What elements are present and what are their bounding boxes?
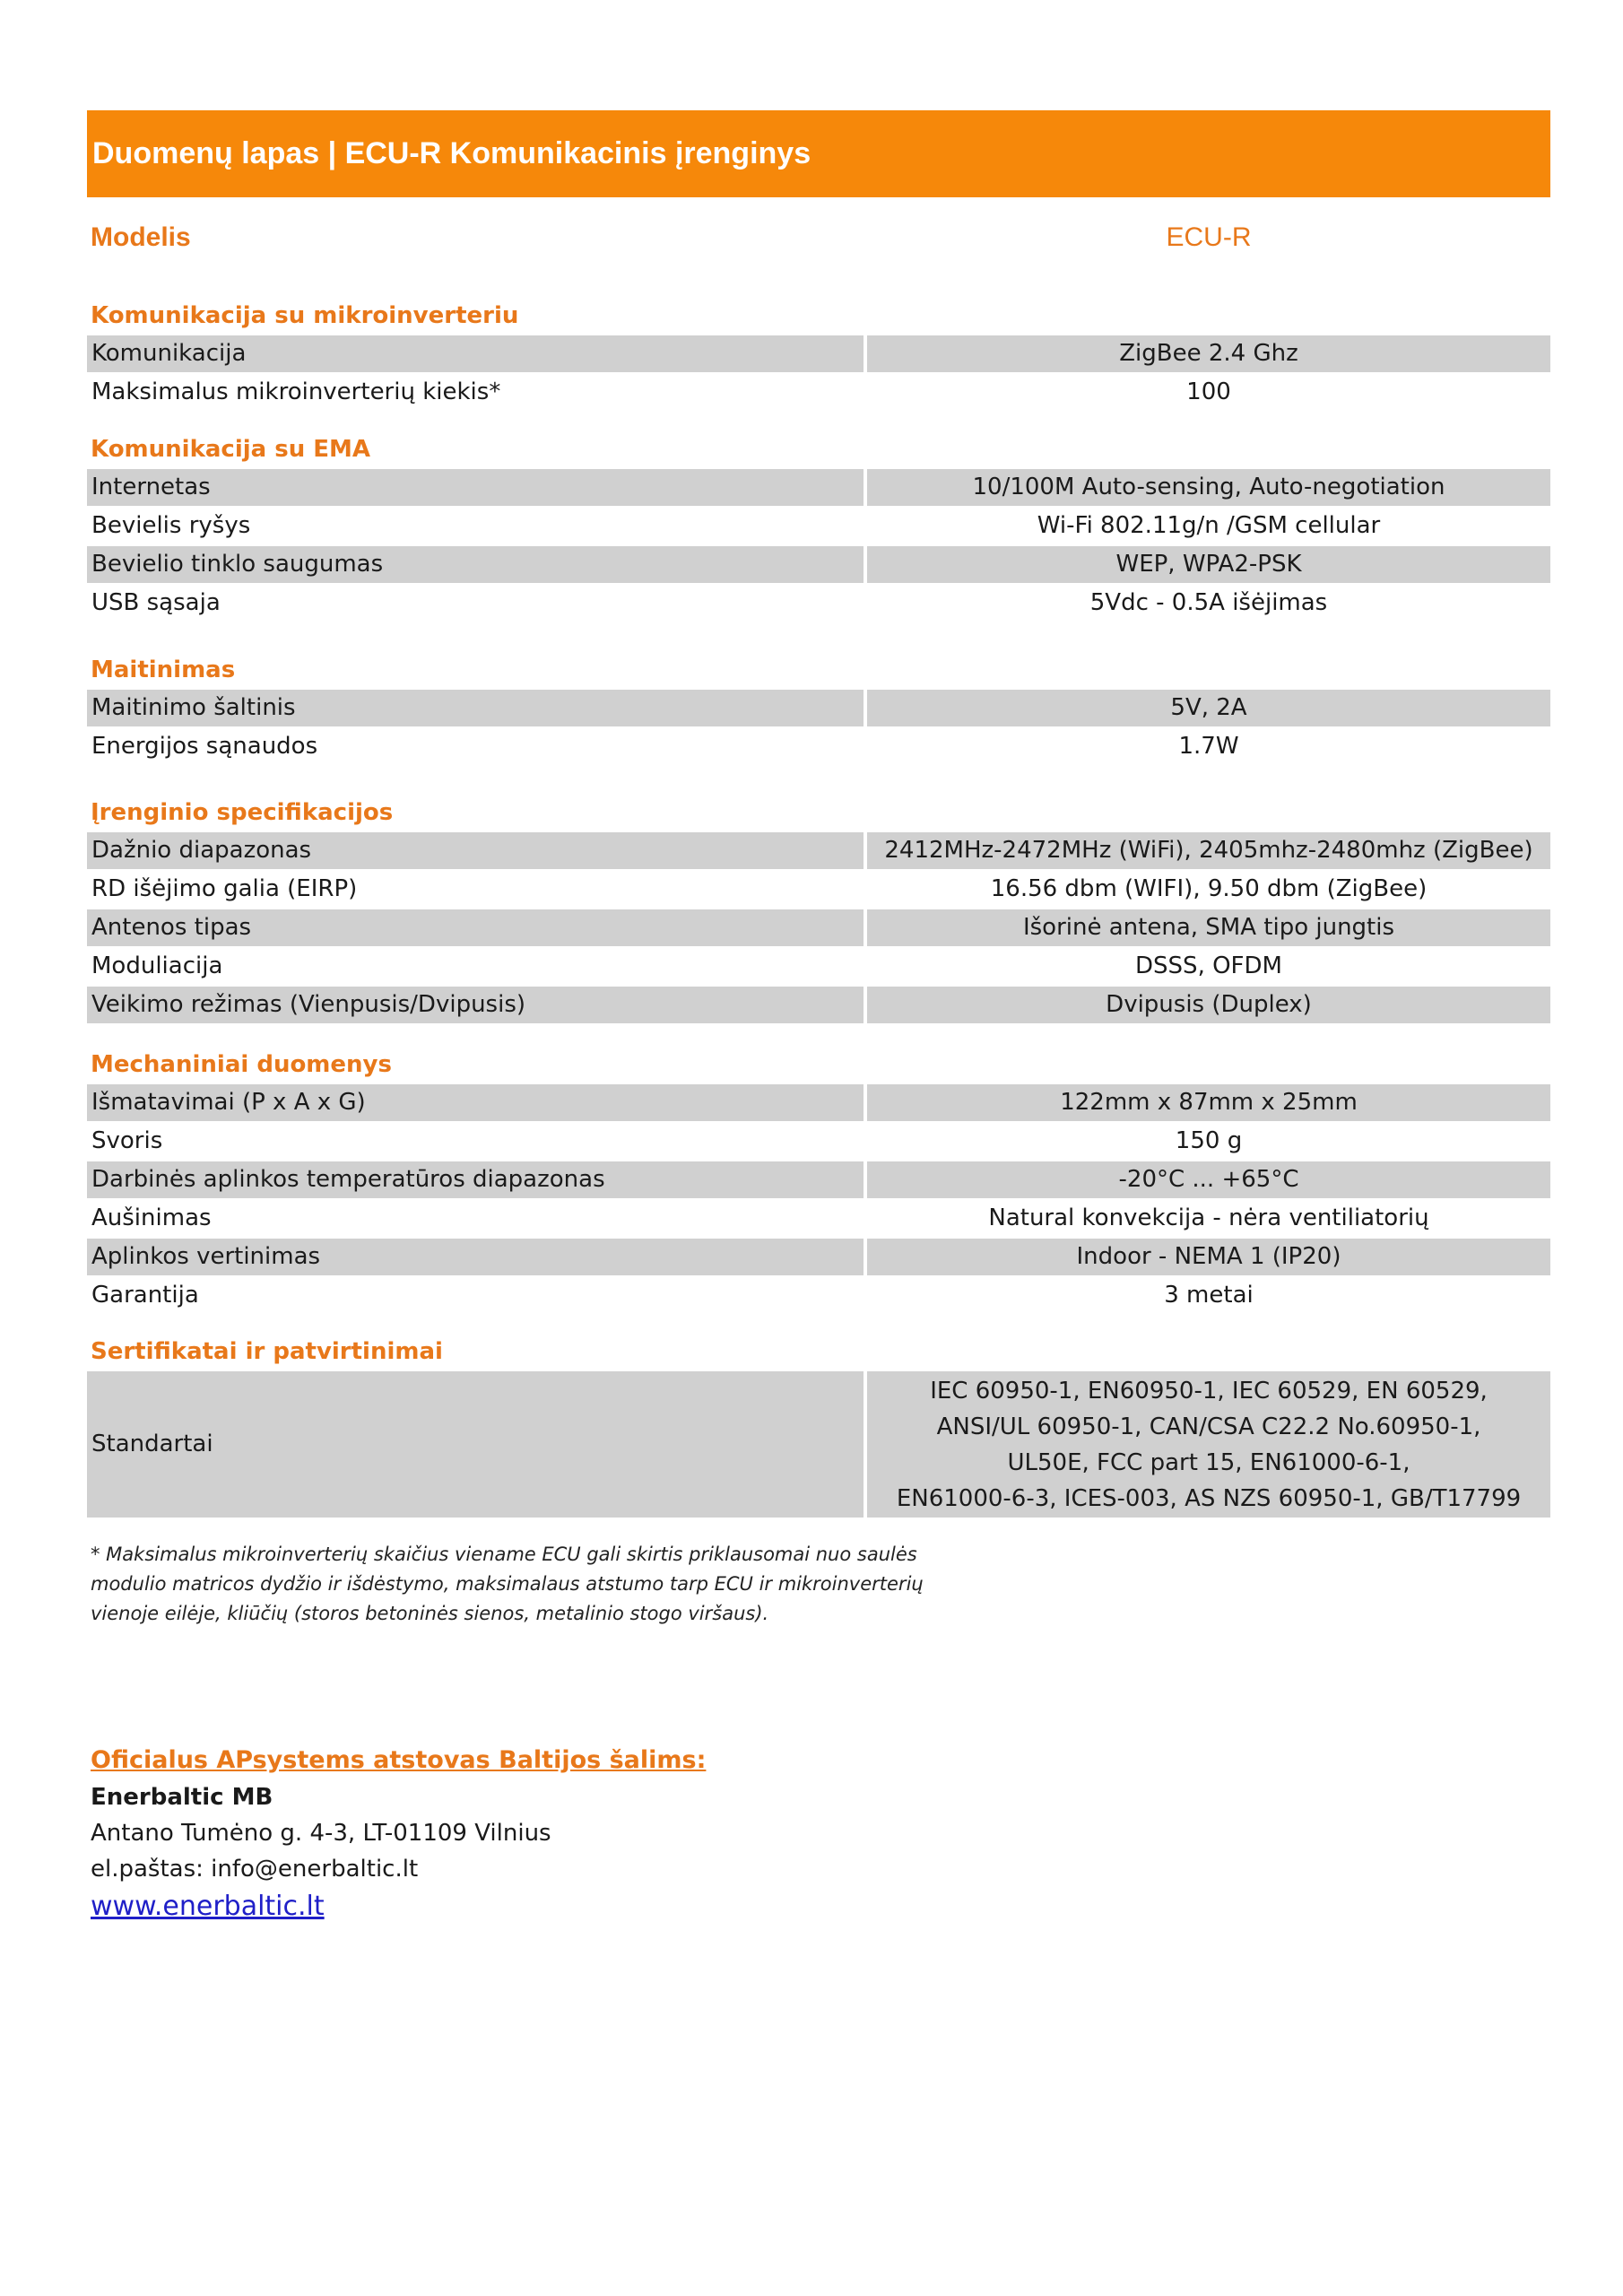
spec-row xyxy=(87,1239,1550,1275)
spec-value: ZigBee 2.4 Ghz xyxy=(867,335,1550,372)
contact-block xyxy=(91,1742,706,1926)
spec-value: 122mm x 87mm x 25mm xyxy=(867,1084,1550,1121)
spec-row xyxy=(87,1084,1550,1121)
spec-value: 5V, 2A xyxy=(867,690,1550,726)
section-title: Sertifikatai ir patvirtinimai xyxy=(91,1338,443,1365)
spec-label: Antenos tipas xyxy=(87,909,864,946)
spec-row xyxy=(87,987,1550,1023)
spec-value: 16.56 dbm (WIFI), 9.50 dbm (ZigBee) xyxy=(990,875,1428,902)
section-title: Komunikacija su mikroinverteriu xyxy=(91,302,519,329)
footnote-line: * Maksimalus mikroinverterių skaičius viename ECU gali skirtis priklausomai nuo saulės xyxy=(91,1544,917,1565)
standards-line: ANSI/UL 60950-1, CAN/CSA C22.2 No.60950-1, xyxy=(936,1413,1481,1440)
spec-row xyxy=(87,909,1550,946)
spec-value: Indoor - NEMA 1 (IP20) xyxy=(867,1239,1550,1275)
footnote xyxy=(91,1540,924,1629)
spec-label: USB sąsaja xyxy=(91,589,221,616)
spec-label: Dažnio diapazonas xyxy=(87,832,864,869)
spec-row xyxy=(87,546,1550,583)
spec-row xyxy=(87,1371,1550,1518)
model-label: Modelis xyxy=(91,222,191,252)
website-link[interactable]: www.enerbaltic.lt xyxy=(91,1891,325,1922)
spec-label: Garantija xyxy=(91,1282,199,1309)
spec-row xyxy=(87,469,1550,506)
page-title: Duomenų lapas | ECU-R Komunikacinis įrenginys xyxy=(87,110,1550,197)
spec-row xyxy=(87,335,1550,372)
spec-label: Veikimo režimas (Vienpusis/Dvipusis) xyxy=(87,987,864,1023)
spec-label: Išmatavimai (P x A x G) xyxy=(87,1084,864,1121)
contact-heading: Oficialus APsystems atstovas Baltijos šalims: xyxy=(91,1746,707,1774)
spec-value: 10/100M Auto-sensing, Auto-negotiation xyxy=(867,469,1550,506)
section-title: Įrenginio specifikacijos xyxy=(91,799,394,826)
spec-row xyxy=(87,948,1550,985)
spec-value xyxy=(867,1371,1550,1518)
spec-label: Bevielis ryšys xyxy=(91,512,251,539)
spec-label: Aušinimas xyxy=(91,1205,212,1231)
spec-label: Moduliacija xyxy=(91,952,223,979)
spec-label: Maksimalus mikroinverterių kiekis* xyxy=(91,378,501,405)
spec-label: Bevielio tinklo saugumas xyxy=(87,546,864,583)
spec-value: 100 xyxy=(1186,378,1231,405)
standards-line: UL50E, FCC part 15, EN61000-6-1, xyxy=(1007,1449,1410,1476)
spec-row xyxy=(87,508,1550,544)
spec-label: Internetas xyxy=(87,469,864,506)
spec-value: Išorinė antena, SMA tipo jungtis xyxy=(867,909,1550,946)
spec-row xyxy=(87,871,1550,908)
spec-value: -20°C ... +65°C xyxy=(867,1161,1550,1198)
model-row xyxy=(87,222,1550,258)
spec-row xyxy=(87,585,1550,622)
spec-row xyxy=(87,832,1550,869)
spec-row xyxy=(87,1161,1550,1198)
spec-value: 150 g xyxy=(1175,1127,1243,1154)
spec-value: Dvipusis (Duplex) xyxy=(867,987,1550,1023)
spec-label: Darbinės aplinkos temperatūros diapazonas xyxy=(87,1161,864,1198)
spec-row xyxy=(87,690,1550,726)
footnote-line: modulio matricos dydžio ir išdėstymo, maksimalaus atstumo tarp ECU ir mikroinverterių xyxy=(91,1573,924,1595)
model-value: ECU-R xyxy=(1166,222,1252,252)
company-name: Enerbaltic MB xyxy=(91,1784,273,1811)
spec-row xyxy=(87,728,1550,765)
spec-label: Standartai xyxy=(87,1371,864,1518)
spec-label: RD išėjimo galia (EIRP) xyxy=(91,875,358,902)
standards-line: EN61000-6-3, ICES-003, AS NZS 60950-1, GB/T17799 xyxy=(896,1485,1522,1512)
spec-row xyxy=(87,1123,1550,1160)
section-title: Komunikacija su EMA xyxy=(91,436,371,463)
spec-value: 2412MHz-2472MHz (WiFi), 2405mhz-2480mhz (ZigBee) xyxy=(867,832,1550,869)
spec-label: Aplinkos vertinimas xyxy=(87,1239,864,1275)
spec-value: WEP, WPA2-PSK xyxy=(867,546,1550,583)
spec-label: Energijos sąnaudos xyxy=(91,733,318,760)
spec-row xyxy=(87,1277,1550,1314)
spec-label: Maitinimo šaltinis xyxy=(87,690,864,726)
spec-value: Wi-Fi 802.11g/n /GSM cellular xyxy=(1037,512,1381,539)
section-title: Maitinimas xyxy=(91,657,236,683)
footnote-line: vienoje eilėje, kliūčių (storos betoninės sienos, metalinio stogo viršaus). xyxy=(91,1603,769,1624)
standards-line: IEC 60950-1, EN60950-1, IEC 60529, EN 60529, xyxy=(930,1378,1488,1405)
spec-value: 3 metai xyxy=(1164,1282,1254,1309)
spec-row xyxy=(87,374,1550,411)
spec-value: Natural konvekcija - nėra ventiliatorių xyxy=(988,1205,1429,1231)
spec-value: 1.7W xyxy=(1178,733,1239,760)
address: Antano Tumėno g. 4-3, LT-01109 Vilnius xyxy=(91,1820,551,1847)
spec-value: 5Vdc - 0.5A išėjimas xyxy=(1089,589,1328,616)
email: el.paštas: info@enerbaltic.lt xyxy=(91,1856,419,1883)
spec-label: Svoris xyxy=(91,1127,163,1154)
spec-row xyxy=(87,1200,1550,1237)
spec-label: Komunikacija xyxy=(87,335,864,372)
spec-value: DSSS, OFDM xyxy=(1135,952,1282,979)
section-title: Mechaniniai duomenys xyxy=(91,1051,392,1078)
